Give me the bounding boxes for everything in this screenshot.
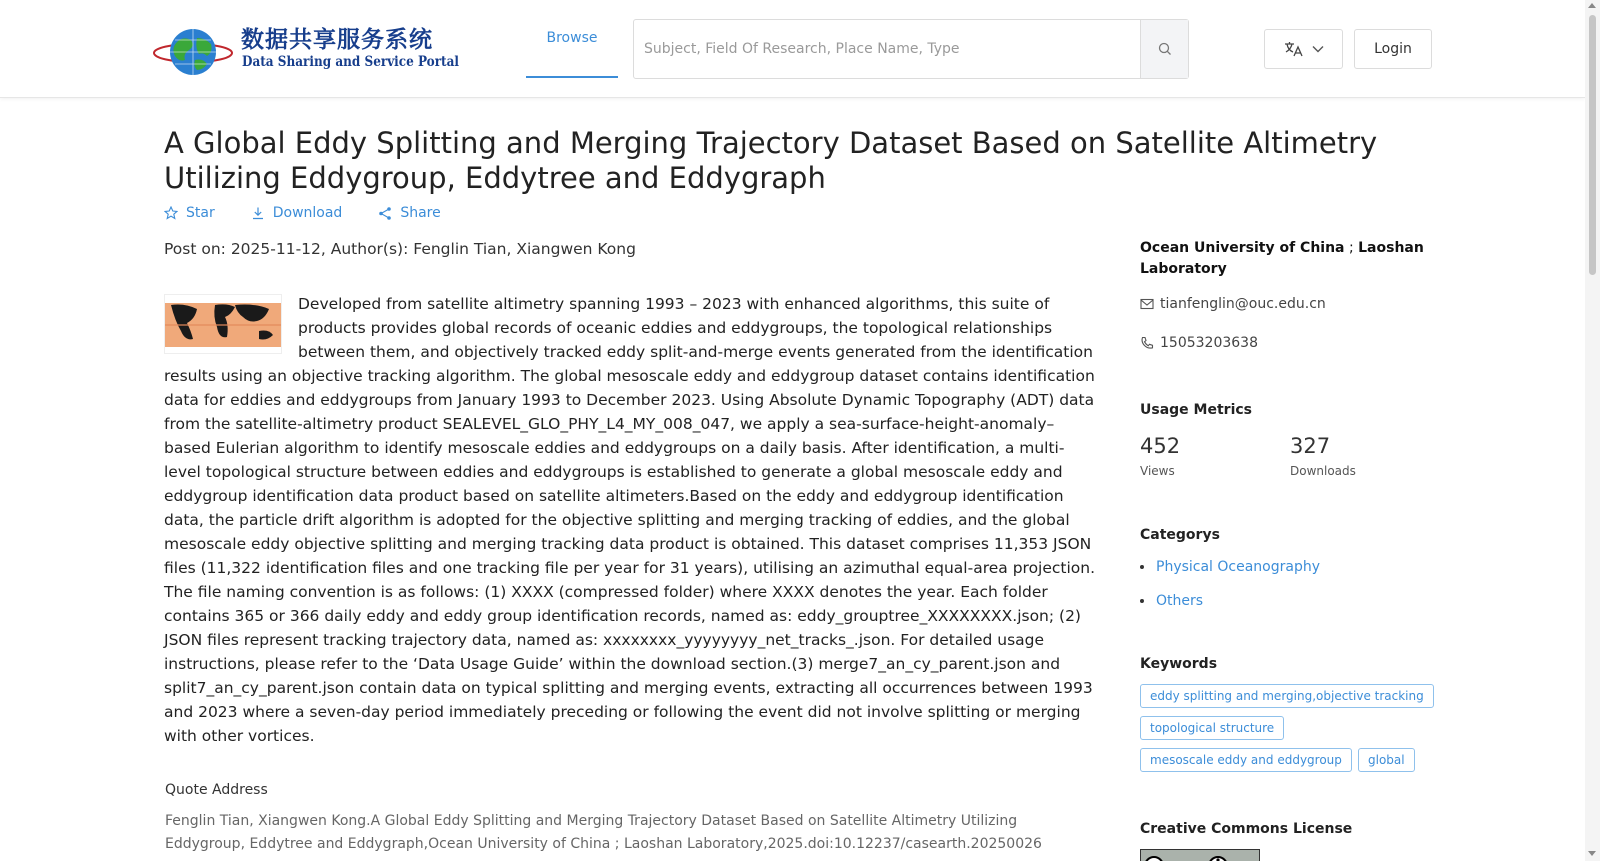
- organization-separator: ;: [1344, 240, 1359, 256]
- site-logo[interactable]: [153, 20, 459, 80]
- phone-icon: [1140, 336, 1154, 350]
- organization-2: Laoshan Laboratory: [1140, 240, 1424, 277]
- scroll-thumb[interactable]: [1589, 15, 1596, 275]
- world-map-thumbnail-image: [165, 295, 282, 354]
- bullet-icon: [1140, 565, 1144, 569]
- star-button[interactable]: [164, 205, 215, 221]
- organization-names: [1140, 238, 1440, 280]
- contact-email: [1140, 296, 1326, 312]
- keywords-heading: Keywords: [1140, 656, 1218, 672]
- star-icon: [164, 206, 178, 220]
- category-item[interactable]: [1140, 559, 1320, 575]
- phone-text: 15053203638: [1160, 335, 1258, 351]
- mail-icon: [1140, 298, 1154, 310]
- quote-address-label: Quote Address: [165, 782, 268, 798]
- category-link[interactable]: Physical Oceanography: [1156, 559, 1321, 575]
- dataset-abstract: [164, 292, 1099, 748]
- post-meta: Post on: 2025-11-12, Author(s): Fenglin Tian, Xiangwen Kong: [164, 240, 636, 258]
- download-icon: [251, 206, 265, 220]
- keyword-tag[interactable]: eddy splitting and merging,objective tracking: [1140, 684, 1434, 708]
- scroll-down-arrow-icon[interactable]: [1588, 851, 1596, 856]
- search-input[interactable]: [634, 20, 1140, 78]
- chevron-down-icon: [1312, 45, 1324, 53]
- category-item[interactable]: [1140, 593, 1203, 609]
- bullet-icon: [1140, 599, 1144, 603]
- keyword-tag[interactable]: global: [1358, 748, 1415, 772]
- views-label: Views: [1140, 464, 1175, 478]
- search-icon: [1158, 42, 1172, 56]
- categories-heading: Categorys: [1140, 527, 1220, 543]
- downloads-label: Downloads: [1290, 464, 1356, 478]
- category-link[interactable]: Others: [1156, 593, 1204, 609]
- share-label: Share: [400, 205, 441, 221]
- dataset-title: A Global Eddy Splitting and Merging Trajectory Dataset Based on Satellite Altimetry Utilizing Eddygroup, Eddytree and Eddygraph: [164, 126, 1378, 195]
- organization-1: Ocean University of China: [1140, 240, 1345, 256]
- keyword-tag[interactable]: mesoscale eddy and eddygroup: [1140, 748, 1352, 772]
- share-icon: [378, 206, 392, 220]
- share-button[interactable]: [378, 205, 440, 221]
- search-button[interactable]: [1140, 20, 1188, 78]
- globe-logo-icon: [153, 26, 233, 78]
- site-header: [0, 0, 1585, 98]
- translate-icon: [1284, 41, 1304, 57]
- abstract-text: Developed from satellite altimetry spanning 1993 – 2023 with enhanced algorithms, this suite of products provides global records of oceanic eddies and eddygroups, the topological relationships between them, and objectively tracked eddy split-and-merge events generated from the identification results using an objective tracking algorithm. The global mesoscale eddy and eddygroup dataset contains identification data for eddies and eddygroups from January 1993 to December 2023. Using Absolute Dynamic Topography (ADT) data from the satellite-altimetry product SEALEVEL_GLO_PHY_L4_MY_008_047, we apply a sea-surface-height-anomaly–based Eulerian algorithm to identify mesoscale eddies and eddygroups on a daily basis. After identification, a multi-level topological structure between eddies and eddygroups is established to generate a global mesoscale eddy and eddygroup identification data product based on satellite altimeters.Based on the eddy and eddygroup identification data, the particle drift algorithm is adopted for the objective splitting and merging tracking of eddies, and the global mesoscale eddy objective splitting and merging tracking data product is obtained. This dataset comprises 11,353 JSON files (11,322 identification files and one tracking file per year for 31 years), utilising an azimuthal equal-area projection. The file naming convention is as follows: (1) XXXX (compressed folder) where XXXX denotes the year. Each folder contains 365 or 366 daily eddy and eddy group identification records, named as: eddy_grouptree_XXXXXXXX.json; (2) JSON files represent tracking trajectory data, named as: xxxxxxxx_yyyyyyyy_net_tracks_.json. For detailed usage instructions, please refer to the ‘Data Usage Guide’ within the download section.(3) merge7_an_cy_parent.json and split7_an_cy_parent.json contain data on typical splitting and merging events, extracting all occurrences between 1993 and 2023 where a seven-day period immediately preceding or following the event did not involve splitting or merging with other vortices.: [164, 295, 1096, 745]
- nav-browse-tab[interactable]: Browse: [526, 0, 618, 78]
- download-button[interactable]: [251, 205, 343, 221]
- keyword-tag[interactable]: topological structure: [1140, 716, 1284, 740]
- page-scrollbar[interactable]: [1585, 0, 1600, 861]
- logo-title-zh: 数据共享服务系统: [241, 26, 433, 53]
- language-switch-button[interactable]: [1264, 29, 1343, 69]
- contact-phone: [1140, 335, 1258, 351]
- email-text: tianfenglin@ouc.edu.cn: [1160, 296, 1326, 312]
- scroll-up-arrow-icon[interactable]: [1588, 3, 1596, 8]
- creative-commons-icon: [1141, 850, 1260, 861]
- quote-address-text: Fenglin Tian, Xiangwen Kong.A Global Eddy Splitting and Merging Trajectory Dataset Based on Satellite Altimetry Utilizing Eddygroup, Eddytree and Eddygraph,Ocean University of China ; Laoshan Laboratory,2025.doi:10.12237/casearth.20250026: [165, 813, 1042, 852]
- download-label: Download: [272, 205, 343, 221]
- logo-title-en: Data Sharing and Service Portal: [242, 54, 459, 70]
- dataset-actions: [164, 205, 477, 221]
- star-label: Star: [186, 205, 215, 221]
- dataset-thumbnail[interactable]: [164, 294, 282, 354]
- usage-metrics-heading: Usage Metrics: [1140, 402, 1252, 418]
- creative-commons-license-badge[interactable]: [1140, 849, 1260, 861]
- license-heading: Creative Commons License: [1140, 821, 1353, 837]
- search-bar: [633, 19, 1189, 79]
- login-button[interactable]: Login: [1354, 29, 1432, 69]
- views-count: 452: [1140, 434, 1181, 458]
- downloads-count: 327: [1290, 434, 1331, 458]
